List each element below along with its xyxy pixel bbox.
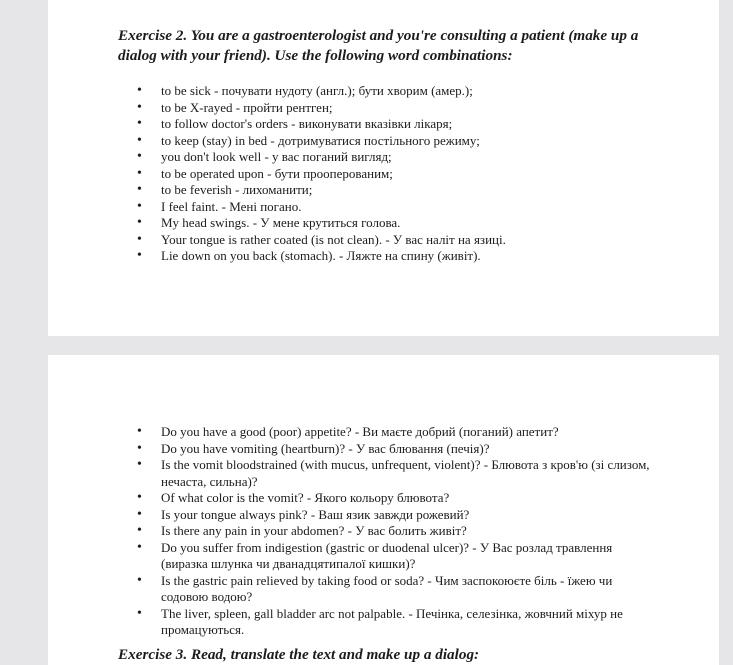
- list-item: • Do you have a good (poor) appetite? - Ви маєте добрий (поганий) апетит?: [48, 424, 661, 441]
- document-page-1: [48, 0, 719, 336]
- list-item: • to be operated upon - бути прооперованим;: [48, 166, 661, 183]
- document-page-2: [48, 355, 719, 665]
- list-item: • to be X-rayed - пройти рентген;: [48, 100, 661, 117]
- list-item: • you don't look well - у вас поганий вигляд;: [48, 149, 661, 166]
- list-item: • I feel faint. - Мені погано.: [48, 199, 661, 216]
- list-item: • Is there any pain in your abdomen? - У вас болить живіт?: [48, 523, 661, 540]
- list-item: • Do you suffer from indigestion (gastric or duodenal ulcer)? - У Вас розлад травлення (виразка шлунка чи дванадцятипалої кишки)?: [48, 540, 661, 573]
- list-item: • Is the vomit bloodstrained (with mucus, unfrequent, violent)? - Блювота з кров'ю (зі слизом, нечаста, сильна)?: [48, 457, 661, 490]
- question-list: [48, 424, 661, 639]
- list-item: • Is your tongue always pink? - Ваш язик завжди рожевий?: [48, 507, 661, 524]
- list-item: • The liver, spleen, gall bladder arc not palpable. - Печінка, селезінка, жовчний міхур не промацуються.: [48, 606, 661, 639]
- list-item: • Lie down on you back (stomach). - Ляжте на спину (живіт).: [48, 248, 661, 265]
- exercise-2-heading: Exercise 2. You are a gastroenterologist and you're consulting a patient (make up a dialog with your friend). Use the following word combinations:: [118, 27, 639, 64]
- word-combination-list: [48, 83, 661, 265]
- list-item: • Is the gastric pain relieved by taking food or soda? - Чим заспокоюєте біль - їжею чи содовою водою?: [48, 573, 661, 606]
- list-item: • Of what color is the vomit? - Якого кольору блювота?: [48, 490, 661, 507]
- list-item: • to follow doctor's orders - виконувати вказівки лікаря;: [48, 116, 661, 133]
- list-item: • to be sick - почувати нудоту (англ.); бути хворим (амер.);: [48, 83, 661, 100]
- exercise-3-heading-cut-off: Exercise 3. Read, translate the text and make up a dialog:: [118, 646, 480, 663]
- list-item: • Do you have vomiting (heartburn)? - У вас блювання (печія)?: [48, 441, 661, 458]
- list-item: • Your tongue is rather coated (is not clean). - У вас наліт на язиці.: [48, 232, 661, 249]
- list-item: • My head swings. - У мене крутиться голова.: [48, 215, 661, 232]
- list-item: • to keep (stay) in bed - дотримуватися постільного режиму;: [48, 133, 661, 150]
- list-item: • to be feverish - лихоманити;: [48, 182, 661, 199]
